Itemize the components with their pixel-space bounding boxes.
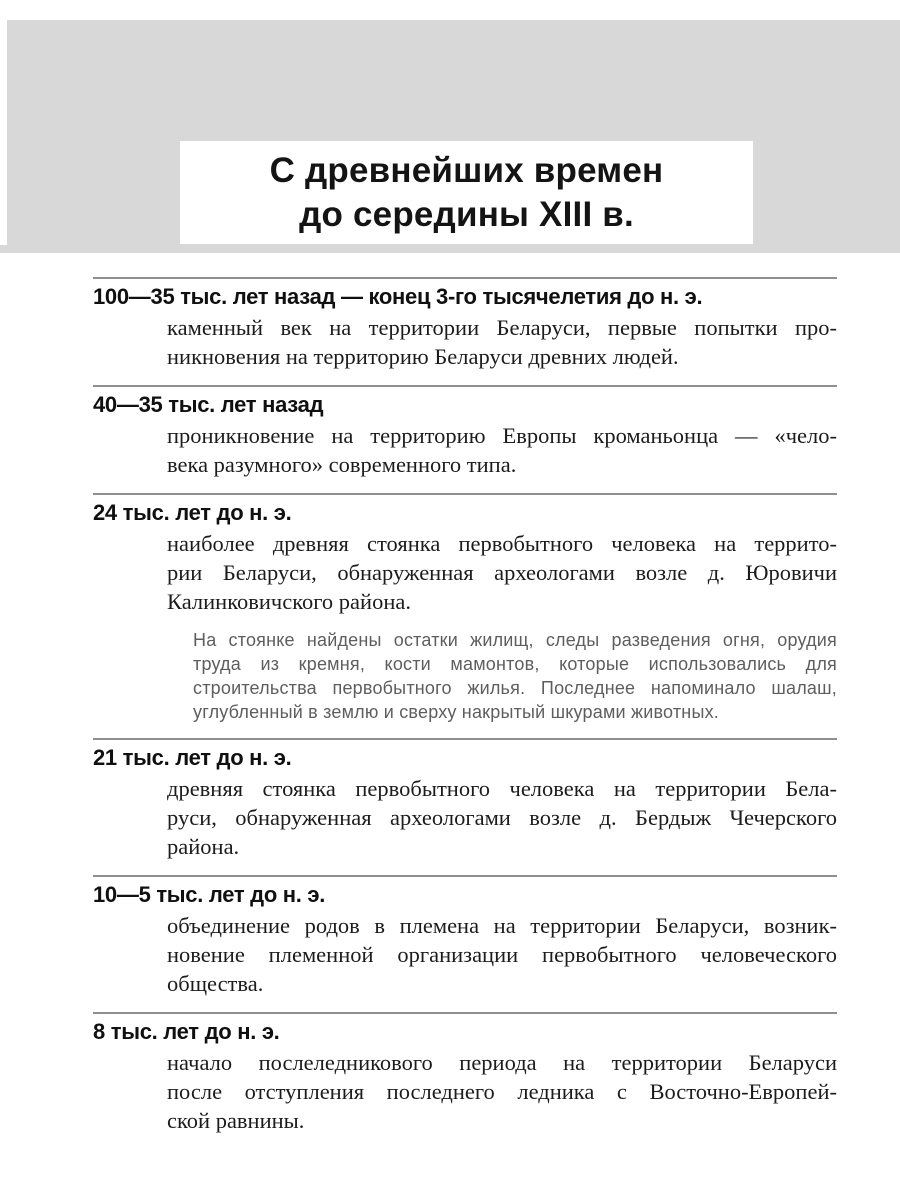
entry-body-line: объединение родов в племена на территории Беларуси, возник-: [167, 913, 837, 938]
entry-body-text: [167, 529, 837, 616]
entry-date-heading: 100—35 тыс. лет назад — конец 3-го тысячелетия до н. э.: [93, 284, 703, 309]
entry-date-heading: 40—35 тыс. лет назад: [93, 392, 324, 417]
timeline-entry: [93, 875, 837, 998]
timeline-list: [93, 277, 837, 1149]
entry-body-line: района.: [167, 834, 240, 859]
entry-note-text: [193, 628, 837, 724]
entry-body-line: Калинковичского района.: [167, 589, 411, 614]
entry-date-heading: 24 тыс. лет до н. э.: [93, 500, 292, 525]
entry-body-line: начало послеледникового периода на территории Беларуси: [167, 1050, 837, 1075]
entry-body-line: наиболее древняя стоянка первобытного человека на террито-: [167, 531, 837, 556]
entry-divider-rule: [93, 277, 837, 279]
entry-body-line: после отступления последнего ледника с Восточно-Европей-: [167, 1079, 837, 1104]
entry-date-heading: 8 тыс. лет до н. э.: [93, 1019, 280, 1044]
entry-date-heading: 10—5 тыс. лет до н. э.: [93, 882, 326, 907]
header-gray-band-bottom-edge: [0, 245, 900, 253]
chapter-title-line-2: до середины XIII в.: [299, 194, 634, 234]
entry-body-line: общества.: [167, 971, 264, 996]
entry-body-text: [167, 313, 837, 371]
timeline-entry: [93, 738, 837, 861]
entry-divider-rule: [93, 385, 837, 387]
entry-body-line: древняя стоянка первобытного человека на территории Бела-: [167, 776, 837, 801]
entry-body-line: века разумного» современного типа.: [167, 452, 517, 477]
entry-body-text: [167, 1048, 837, 1135]
entry-divider-rule: [93, 493, 837, 495]
entry-body-text: [167, 421, 837, 479]
entry-body-line: каменный век на территории Беларуси, первые попытки про-: [167, 315, 837, 340]
chapter-title-box: [180, 141, 753, 244]
timeline-entry: [93, 385, 837, 479]
timeline-entry: [93, 493, 837, 724]
entry-body-line: руси, обнаруженная археологами возле д. Бердыж Чечерского: [167, 805, 837, 830]
timeline-entry: [93, 1012, 837, 1135]
entry-note-line: труда из кремня, кости мамонтов, которые использовались для: [193, 654, 837, 674]
entry-note-line: строительства первобытного жилья. Последнее напоминало шалаш,: [193, 678, 837, 698]
entry-divider-rule: [93, 875, 837, 877]
entry-body-line: рии Беларуси, обнаруженная археологами возле д. Юровичи: [167, 560, 837, 585]
entry-body-line: никновения на территорию Беларуси древних людей.: [167, 344, 679, 369]
entry-note-line: углубленный в землю и сверху накрытый шкурами животных.: [193, 702, 719, 722]
timeline-entry: [93, 277, 837, 371]
entry-body-line: ской равнины.: [167, 1108, 305, 1133]
chapter-title-line-1: С древнейших времен: [269, 150, 664, 190]
entry-body-line: проникновение на территорию Европы кроманьонца — «чело-: [167, 423, 837, 448]
entry-body-text: [167, 774, 837, 861]
entry-divider-rule: [93, 1012, 837, 1014]
entry-body-text: [167, 911, 837, 998]
entry-note-line: На стоянке найдены остатки жилищ, следы разведения огня, орудия: [193, 630, 837, 650]
entry-date-heading: 21 тыс. лет до н. э.: [93, 745, 292, 770]
entry-divider-rule: [93, 738, 837, 740]
entry-body-line: новение племенной организации первобытного человеческого: [167, 942, 837, 967]
